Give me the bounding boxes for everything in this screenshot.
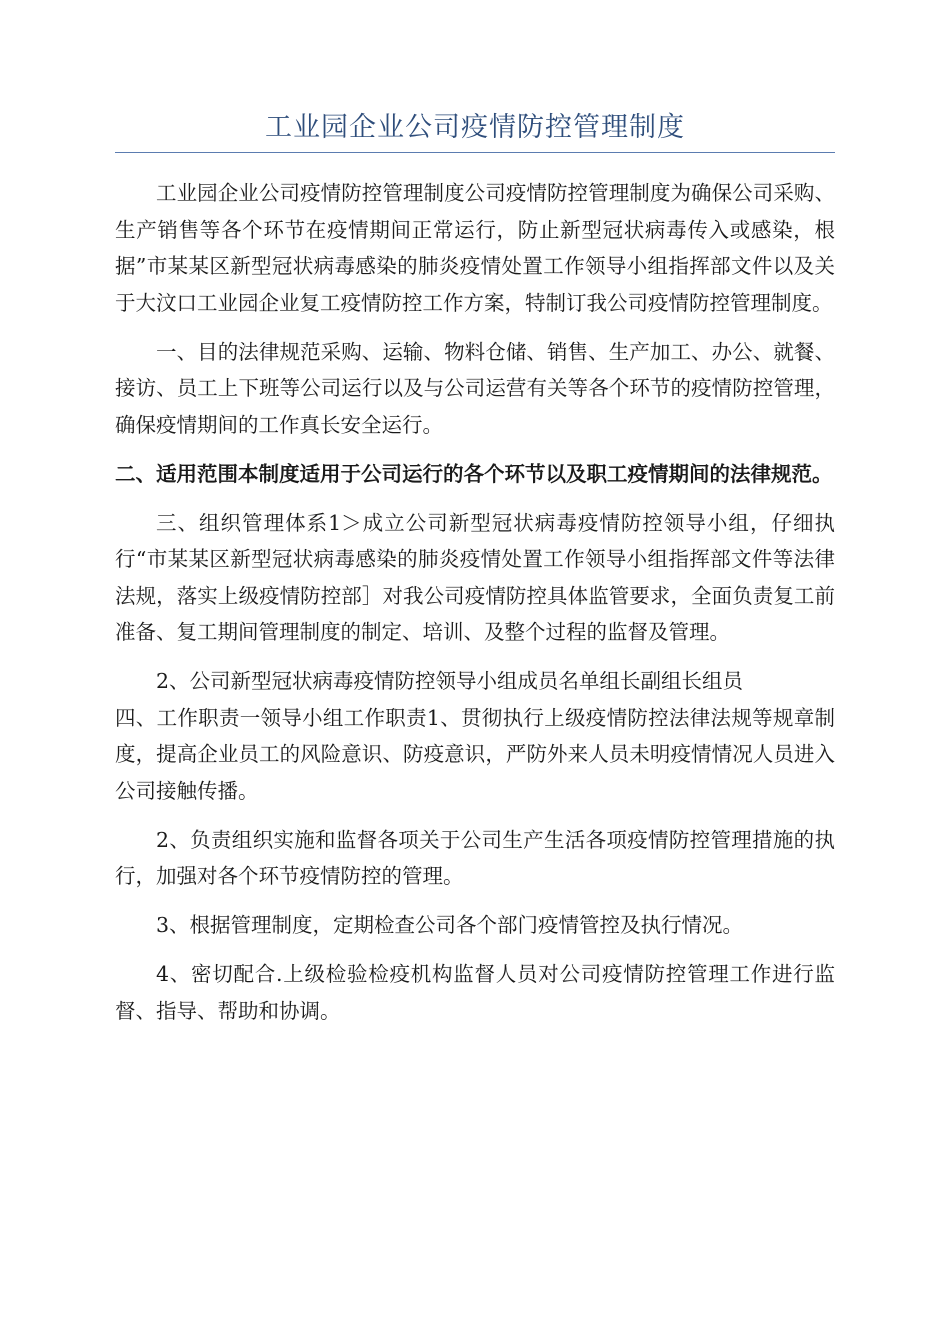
paragraph-organization: 三、组织管理体系1＞成立公司新型冠状病毒疫情防控领导小组，仔细执行“市某某区新型冠状病毒感染的肺炎疫情处置工作领导小组指挥部文件等法律法规，落实上级疫情防控部］对我公司疫情防控具体监管要求，全面负责复工前准备、复工期间管理制度的制定、培训、及整个过程的监督及管理。: [115, 510, 835, 644]
document-body: [115, 175, 835, 1029]
document-title: 工业园企业公司疫情防控管理制度: [115, 108, 835, 153]
paragraph-duty-4: 4、密切配合.上级检验检疫机构监督人员对公司疫情防控管理工作进行监督、指导、帮助和协调。: [115, 962, 835, 1023]
paragraph-members-duties: [115, 663, 835, 809]
paragraph-duties-line: 四、工作职责一领导小组工作职责1、贯彻执行上级疫情防控法律法规等规章制度，提高企业员工的风险意识、防疫意识，严防外来人员未明疫情情况人员进入公司接触传播。: [115, 705, 835, 803]
paragraph-members-line: 2、公司新型冠状病毒疫情防控领导小组成员名单组长副组长组员: [156, 669, 744, 693]
document-page: [115, 108, 835, 1042]
paragraph-purpose: 一、目的法律规范采购、运输、物料仓储、销售、生产加工、办公、就餐、接访、员工上下班等公司运行以及与公司运营有关等各个环节的疫情防控管理，确保疫情期间的工作真长安全运行。: [115, 339, 835, 437]
paragraph-scope: 二、适用范围本制度适用于公司运行的各个环节以及职工疫情期间的法律规范。: [115, 461, 833, 486]
paragraph-intro: 工业园企业公司疫情防控管理制度公司疫情防控管理制度为确保公司采购、生产销售等各个环节在疫情期间正常运行，防止新型冠状病毒传入或感染，根据”市某某区新型冠状病毒感染的肺炎疫情处置工作领导小组指挥部文件以及关于大汶口工业园企业复工疫情防控工作方案，特制订我公司疫情防控管理制度。: [115, 181, 835, 315]
paragraph-duty-2: 2、负责组织实施和监督各项关于公司生产生活各项疫情防控管理措施的执行，加强对各个环节疫情防控的管理。: [115, 827, 835, 888]
paragraph-duty-3: 3、根据管理制度，定期检查公司各个部门疫情管控及执行情况。: [156, 913, 744, 937]
